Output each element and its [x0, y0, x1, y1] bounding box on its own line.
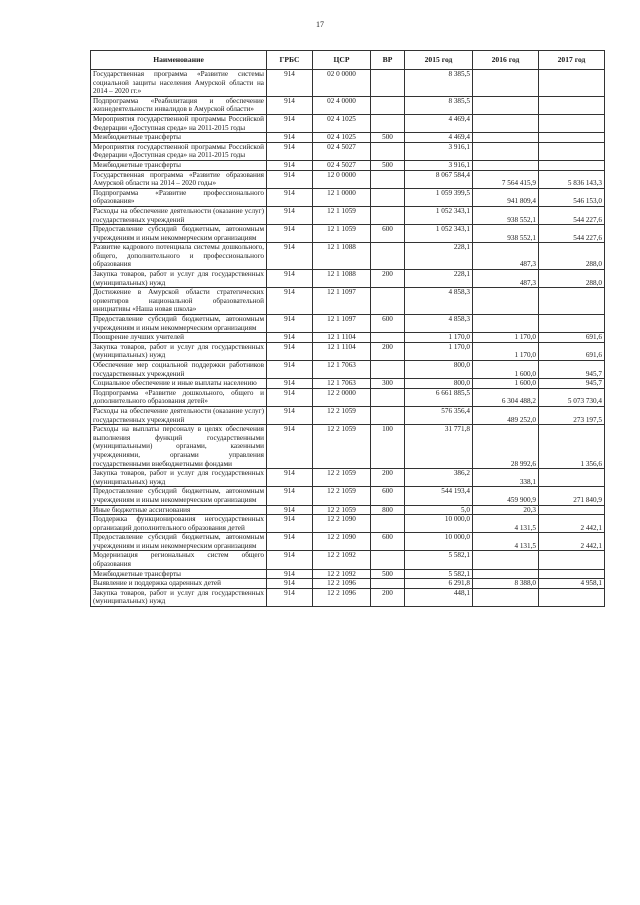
cell-csr: 12 1 1088 — [313, 243, 371, 270]
cell-name: Государственная программа «Развитие образования Амурской области на 2014 – 2020 годы» — [91, 170, 267, 188]
table-row — [91, 342, 605, 360]
cell-2015: 228,1 — [405, 270, 473, 288]
page-number: 17 — [316, 20, 324, 29]
cell-name: Расходы на обеспечение деятельности (оказание услуг) государственных учреждений — [91, 406, 267, 424]
cell-2017: 2 442,1 — [539, 533, 605, 551]
cell-csr: 12 1 7063 — [313, 361, 371, 379]
cell-2016: 489 252,0 — [473, 406, 539, 424]
cell-2016: 1 170,0 — [473, 333, 539, 343]
cell-2017 — [539, 551, 605, 569]
cell-csr: 12 2 1092 — [313, 569, 371, 579]
cell-2017 — [539, 114, 605, 132]
cell-2015: 1 059 399,5 — [405, 188, 473, 206]
header-name: Наименование — [91, 51, 267, 70]
cell-2017: 691,6 — [539, 342, 605, 360]
table-row — [91, 70, 605, 97]
cell-vr — [371, 551, 405, 569]
cell-2016 — [473, 160, 539, 170]
cell-2016: 1 600,0 — [473, 379, 539, 389]
cell-grbs: 914 — [267, 588, 313, 606]
cell-2017: 271 840,9 — [539, 487, 605, 505]
cell-2016: 28 992,6 — [473, 425, 539, 469]
cell-vr — [371, 333, 405, 343]
cell-name: Закупка товаров, работ и услуг для государственных (муниципальных) нужд — [91, 270, 267, 288]
cell-grbs: 914 — [267, 188, 313, 206]
cell-2016: 938 552,1 — [473, 206, 539, 224]
table-row — [91, 361, 605, 379]
cell-csr: 12 2 1059 — [313, 487, 371, 505]
cell-grbs: 914 — [267, 96, 313, 114]
cell-grbs: 914 — [267, 425, 313, 469]
table-row — [91, 114, 605, 132]
table-row — [91, 425, 605, 469]
cell-grbs: 914 — [267, 206, 313, 224]
cell-name: Расходы на обеспечение деятельности (оказание услуг) государственных учреждений — [91, 206, 267, 224]
cell-name: Подпрограмма «Реабилитация и обеспечение жизнедеятельности инвалидов в Амурской области» — [91, 96, 267, 114]
cell-2017: 288,0 — [539, 243, 605, 270]
table-row — [91, 333, 605, 343]
cell-name: Закупка товаров, работ и услуг для государственных (муниципальных) нужд — [91, 469, 267, 487]
cell-grbs: 914 — [267, 569, 313, 579]
cell-grbs: 914 — [267, 551, 313, 569]
cell-2016: 8 388,0 — [473, 579, 539, 589]
cell-2016 — [473, 114, 539, 132]
cell-vr: 200 — [371, 588, 405, 606]
cell-2016: 1 600,0 — [473, 361, 539, 379]
cell-2015: 8 067 584,4 — [405, 170, 473, 188]
cell-2017: 691,6 — [539, 333, 605, 343]
cell-vr: 500 — [371, 133, 405, 143]
table-row — [91, 243, 605, 270]
cell-2015: 5 582,1 — [405, 551, 473, 569]
cell-2017 — [539, 505, 605, 515]
cell-csr: 12 2 1090 — [313, 515, 371, 533]
cell-2017 — [539, 142, 605, 160]
header-grbs: ГРБС — [267, 51, 313, 70]
cell-name: Поощрение лучших учителей — [91, 333, 267, 343]
cell-csr: 12 1 1059 — [313, 225, 371, 243]
cell-2015: 5,0 — [405, 505, 473, 515]
table-row — [91, 315, 605, 333]
cell-2015: 1 170,0 — [405, 333, 473, 343]
cell-csr: 12 2 1059 — [313, 425, 371, 469]
cell-name: Социальное обеспечение и иные выплаты населению — [91, 379, 267, 389]
table-row — [91, 588, 605, 606]
cell-2015: 31 771,8 — [405, 425, 473, 469]
cell-name: Предоставление субсидий бюджетным, автономным учреждениям и иным некоммерческим организациям — [91, 315, 267, 333]
cell-vr: 800 — [371, 505, 405, 515]
budget-table — [90, 50, 605, 607]
cell-vr — [371, 515, 405, 533]
cell-vr — [371, 96, 405, 114]
cell-2015: 800,0 — [405, 361, 473, 379]
table-row — [91, 160, 605, 170]
table-row — [91, 142, 605, 160]
cell-2015: 4 858,3 — [405, 315, 473, 333]
cell-vr: 200 — [371, 469, 405, 487]
cell-csr: 12 2 1092 — [313, 551, 371, 569]
cell-grbs: 914 — [267, 515, 313, 533]
cell-2017 — [539, 160, 605, 170]
cell-2015: 1 170,0 — [405, 342, 473, 360]
cell-csr: 02 4 1025 — [313, 114, 371, 132]
cell-2015: 1 052 343,1 — [405, 225, 473, 243]
header-vr: ВР — [371, 51, 405, 70]
cell-name: Межбюджетные трансферты — [91, 160, 267, 170]
header-csr: ЦСР — [313, 51, 371, 70]
header-2017: 2017 год — [539, 51, 605, 70]
cell-grbs: 914 — [267, 270, 313, 288]
cell-grbs: 914 — [267, 342, 313, 360]
table-row — [91, 505, 605, 515]
cell-csr: 12 1 1059 — [313, 206, 371, 224]
table-row — [91, 225, 605, 243]
cell-2016: 6 304 488,2 — [473, 388, 539, 406]
cell-grbs: 914 — [267, 315, 313, 333]
cell-2016: 459 900,9 — [473, 487, 539, 505]
table-row — [91, 551, 605, 569]
cell-grbs: 914 — [267, 70, 313, 97]
cell-grbs: 914 — [267, 361, 313, 379]
cell-2015: 8 385,5 — [405, 96, 473, 114]
cell-name: Поддержка функционирования негосударственных организаций дополнительного образования детей — [91, 515, 267, 533]
cell-vr: 200 — [371, 270, 405, 288]
cell-2017 — [539, 133, 605, 143]
cell-csr: 12 1 0000 — [313, 188, 371, 206]
cell-2016: 487,3 — [473, 243, 539, 270]
cell-2016 — [473, 288, 539, 315]
cell-2017: 4 958,1 — [539, 579, 605, 589]
table-row — [91, 487, 605, 505]
cell-name: Расходы на выплаты персоналу в целях обеспечения выполнения функций государственными (муниципальными) органами, казенными учреждениями, органами управления государственными внебюджетными фондами — [91, 425, 267, 469]
cell-2017: 2 442,1 — [539, 515, 605, 533]
cell-2015: 10 000,0 — [405, 515, 473, 533]
cell-2015: 544 193,4 — [405, 487, 473, 505]
cell-csr: 12 2 0000 — [313, 388, 371, 406]
cell-csr: 02 4 5027 — [313, 142, 371, 160]
cell-grbs: 914 — [267, 243, 313, 270]
cell-grbs: 914 — [267, 379, 313, 389]
cell-csr: 12 2 1096 — [313, 579, 371, 589]
cell-vr: 500 — [371, 569, 405, 579]
table-body — [91, 70, 605, 607]
cell-name: Иные бюджетные ассигнования — [91, 505, 267, 515]
cell-csr: 02 4 5027 — [313, 160, 371, 170]
cell-vr — [371, 361, 405, 379]
cell-csr: 02 0 0000 — [313, 70, 371, 97]
cell-2017 — [539, 288, 605, 315]
cell-vr: 600 — [371, 487, 405, 505]
cell-2015: 6 661 885,5 — [405, 388, 473, 406]
cell-name: Подпрограмма «Развитие дошкольного, общего и дополнительного образования детей» — [91, 388, 267, 406]
cell-grbs: 914 — [267, 288, 313, 315]
cell-vr — [371, 114, 405, 132]
cell-name: Выявление и поддержка одаренных детей — [91, 579, 267, 589]
cell-2017 — [539, 70, 605, 97]
table-row — [91, 515, 605, 533]
cell-name: Межбюджетные трансферты — [91, 569, 267, 579]
cell-name: Предоставление субсидий бюджетным, автономным учреждениям и иным некоммерческим организациям — [91, 533, 267, 551]
cell-grbs: 914 — [267, 170, 313, 188]
cell-2017 — [539, 588, 605, 606]
cell-name: Закупка товаров, работ и услуг для государственных (муниципальных) нужд — [91, 342, 267, 360]
cell-grbs: 914 — [267, 142, 313, 160]
cell-vr: 600 — [371, 225, 405, 243]
cell-name: Мероприятия государственной программы Российской Федерации «Доступная среда» на 2011-2015 годы — [91, 114, 267, 132]
cell-name: Модернизация региональных систем общего образования — [91, 551, 267, 569]
cell-2015: 4 469,4 — [405, 133, 473, 143]
cell-2017 — [539, 569, 605, 579]
cell-name: Обеспечение мер социальной поддержки работников государственных учреждений — [91, 361, 267, 379]
cell-2016 — [473, 133, 539, 143]
table-row — [91, 533, 605, 551]
cell-2017: 544 227,6 — [539, 206, 605, 224]
cell-2016 — [473, 551, 539, 569]
cell-2016: 7 564 415,9 — [473, 170, 539, 188]
cell-2015: 8 385,5 — [405, 70, 473, 97]
table-row — [91, 379, 605, 389]
cell-2016: 1 170,0 — [473, 342, 539, 360]
cell-2016 — [473, 588, 539, 606]
cell-name: Предоставление субсидий бюджетным, автономным учреждениям и иным некоммерческим организациям — [91, 225, 267, 243]
table-row — [91, 270, 605, 288]
cell-2016: 4 131,5 — [473, 533, 539, 551]
cell-grbs: 914 — [267, 579, 313, 589]
table-row — [91, 569, 605, 579]
cell-csr: 02 4 0000 — [313, 96, 371, 114]
cell-grbs: 914 — [267, 114, 313, 132]
table-row — [91, 388, 605, 406]
cell-2016: 338,1 — [473, 469, 539, 487]
cell-vr: 100 — [371, 425, 405, 469]
cell-2016: 941 809,4 — [473, 188, 539, 206]
cell-name: Предоставление субсидий бюджетным, автономным учреждениям и иным некоммерческим организациям — [91, 487, 267, 505]
cell-2015: 3 916,1 — [405, 160, 473, 170]
cell-2017: 288,0 — [539, 270, 605, 288]
table-row — [91, 188, 605, 206]
table-row — [91, 170, 605, 188]
cell-name: Мероприятия государственной программы Российской Федерации «Доступная среда» на 2011-2015 годы — [91, 142, 267, 160]
cell-grbs: 914 — [267, 388, 313, 406]
cell-2017: 945,7 — [539, 361, 605, 379]
cell-2016: 20,3 — [473, 505, 539, 515]
cell-2017: 1 356,6 — [539, 425, 605, 469]
cell-2015: 1 052 343,1 — [405, 206, 473, 224]
cell-csr: 12 2 1096 — [313, 588, 371, 606]
cell-csr: 12 1 1088 — [313, 270, 371, 288]
cell-grbs: 914 — [267, 160, 313, 170]
cell-2016: 487,3 — [473, 270, 539, 288]
cell-2015: 6 291,8 — [405, 579, 473, 589]
cell-2015: 576 356,4 — [405, 406, 473, 424]
cell-grbs: 914 — [267, 469, 313, 487]
cell-vr — [371, 288, 405, 315]
cell-2016 — [473, 569, 539, 579]
cell-vr: 600 — [371, 533, 405, 551]
cell-2015: 800,0 — [405, 379, 473, 389]
cell-grbs: 914 — [267, 487, 313, 505]
cell-grbs: 914 — [267, 505, 313, 515]
cell-2015: 5 582,1 — [405, 569, 473, 579]
cell-2015: 4 469,4 — [405, 114, 473, 132]
cell-vr — [371, 579, 405, 589]
cell-2016 — [473, 96, 539, 114]
cell-grbs: 914 — [267, 225, 313, 243]
cell-vr — [371, 142, 405, 160]
cell-2015: 228,1 — [405, 243, 473, 270]
cell-2017: 273 197,5 — [539, 406, 605, 424]
cell-vr — [371, 388, 405, 406]
cell-2016 — [473, 70, 539, 97]
cell-2017: 546 153,0 — [539, 188, 605, 206]
cell-csr: 12 2 1090 — [313, 533, 371, 551]
cell-grbs: 914 — [267, 406, 313, 424]
cell-csr: 12 1 1104 — [313, 342, 371, 360]
cell-vr: 600 — [371, 315, 405, 333]
cell-csr: 12 2 1059 — [313, 406, 371, 424]
cell-2017 — [539, 96, 605, 114]
table-row — [91, 406, 605, 424]
cell-grbs: 914 — [267, 333, 313, 343]
header-2016: 2016 год — [473, 51, 539, 70]
cell-vr — [371, 206, 405, 224]
cell-vr — [371, 170, 405, 188]
cell-name: Закупка товаров, работ и услуг для государственных (муниципальных) нужд — [91, 588, 267, 606]
cell-2015: 448,1 — [405, 588, 473, 606]
cell-2017: 5 836 143,3 — [539, 170, 605, 188]
cell-2016: 938 552,1 — [473, 225, 539, 243]
cell-csr: 12 1 7063 — [313, 379, 371, 389]
cell-csr: 12 0 0000 — [313, 170, 371, 188]
cell-vr — [371, 70, 405, 97]
cell-2015: 3 916,1 — [405, 142, 473, 160]
cell-vr — [371, 188, 405, 206]
table-header-row — [91, 51, 605, 70]
cell-2017 — [539, 469, 605, 487]
table-row — [91, 579, 605, 589]
cell-csr: 12 1 1097 — [313, 315, 371, 333]
cell-vr — [371, 243, 405, 270]
cell-2016 — [473, 142, 539, 160]
cell-vr — [371, 406, 405, 424]
cell-name: Межбюджетные трансферты — [91, 133, 267, 143]
cell-name: Развитие кадрового потенциала системы дошкольного, общего, дополнительного и профессионального образования — [91, 243, 267, 270]
table-row — [91, 469, 605, 487]
cell-grbs: 914 — [267, 133, 313, 143]
cell-csr: 02 4 1025 — [313, 133, 371, 143]
table-row — [91, 133, 605, 143]
header-2015: 2015 год — [405, 51, 473, 70]
table-row — [91, 206, 605, 224]
cell-vr: 300 — [371, 379, 405, 389]
table-row — [91, 96, 605, 114]
cell-grbs: 914 — [267, 533, 313, 551]
cell-csr: 12 2 1059 — [313, 469, 371, 487]
cell-2017: 5 073 730,4 — [539, 388, 605, 406]
table-row — [91, 288, 605, 315]
cell-csr: 12 1 1104 — [313, 333, 371, 343]
cell-name: Государственная программа «Развитие системы социальной защиты населения Амурской области на 2014 – 2020 гг.» — [91, 70, 267, 97]
cell-2015: 4 858,3 — [405, 288, 473, 315]
cell-2017 — [539, 315, 605, 333]
cell-name: Достижение в Амурской области стратегических ориентиров национальной образовательной инициативы «Наша новая школа» — [91, 288, 267, 315]
cell-vr: 500 — [371, 160, 405, 170]
cell-name: Подпрограмма «Развитие профессионального образования» — [91, 188, 267, 206]
cell-2016: 4 131,5 — [473, 515, 539, 533]
cell-csr: 12 1 1097 — [313, 288, 371, 315]
cell-2017: 945,7 — [539, 379, 605, 389]
cell-csr: 12 2 1059 — [313, 505, 371, 515]
cell-vr: 200 — [371, 342, 405, 360]
cell-2016 — [473, 315, 539, 333]
cell-2015: 386,2 — [405, 469, 473, 487]
cell-2017: 544 227,6 — [539, 225, 605, 243]
cell-2015: 10 000,0 — [405, 533, 473, 551]
